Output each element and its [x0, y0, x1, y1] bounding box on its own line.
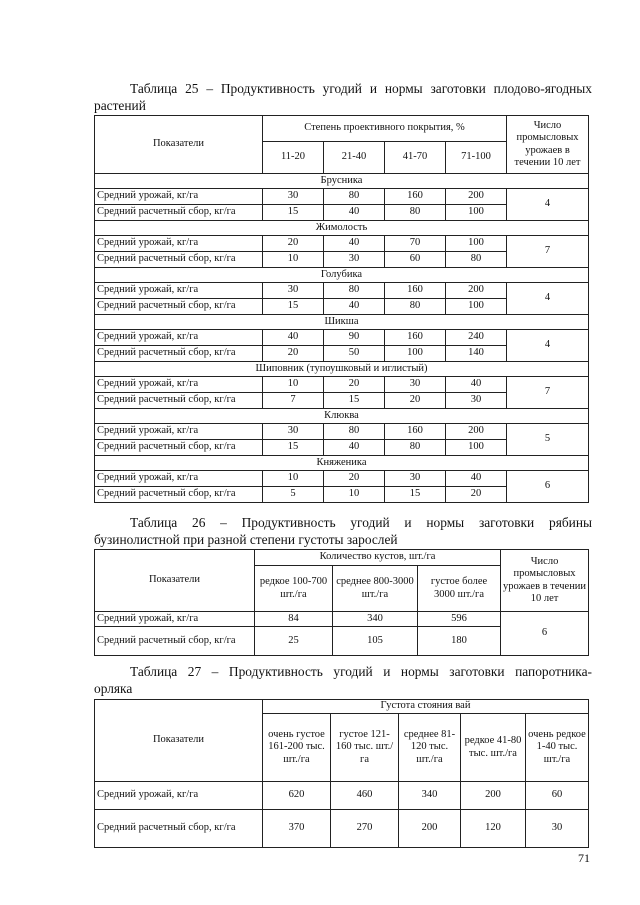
t25-row-label: Средний урожай, кг/га	[95, 471, 263, 487]
table-row	[95, 236, 589, 252]
t25-coverage-2: 21-40	[324, 142, 385, 174]
t25-row-label: Средний урожай, кг/га	[95, 283, 263, 299]
t25-harvests: 5	[507, 424, 589, 456]
t25-cell: 50	[324, 346, 385, 362]
t25-row-label: Средний урожай, кг/га	[95, 189, 263, 205]
t25-cell: 240	[446, 330, 507, 346]
t25-cell: 40	[324, 236, 385, 252]
page-number: 71	[578, 851, 590, 865]
t25-section-title: Княженика	[95, 456, 589, 471]
t25-cell: 40	[324, 299, 385, 315]
t25-cell: 30	[263, 283, 324, 299]
t25-cell: 100	[385, 346, 446, 362]
t25-row-label: Средний расчетный сбор, кг/га	[95, 299, 263, 315]
t25-cell: 160	[385, 283, 446, 299]
t26-cell: 340	[333, 612, 418, 627]
table26-caption	[94, 514, 592, 548]
t25-cell: 30	[385, 471, 446, 487]
t25-section-title: Клюква	[95, 409, 589, 424]
t25-row-label: Средний расчетный сбор, кг/га	[95, 393, 263, 409]
t25-cell: 90	[324, 330, 385, 346]
t25-section-title: Шиповник (тупоушковый и иглистый)	[95, 362, 589, 377]
t26-cell: 180	[418, 627, 501, 656]
t25-cell: 20	[324, 377, 385, 393]
t25-cell: 40	[446, 377, 507, 393]
table27-caption-line1: Таблица 27 – Продуктивность угодий и нормы заготовки папоротника-	[130, 664, 592, 679]
t27-density-very-sparse: очень редкое 1-40 тыс. шт./га	[526, 714, 589, 782]
t25-cell: 20	[324, 471, 385, 487]
t25-row-label: Средний урожай, кг/га	[95, 330, 263, 346]
t25-header-coverage: Степень проективного покрытия, %	[263, 116, 507, 142]
t25-coverage-4: 71-100	[446, 142, 507, 174]
t25-cell: 20	[263, 346, 324, 362]
t25-row-label: Средний расчетный сбор, кг/га	[95, 205, 263, 221]
t25-cell: 10	[263, 252, 324, 268]
t25-coverage-3: 41-70	[385, 142, 446, 174]
t25-section-title: Голубика	[95, 268, 589, 283]
t26-cell: 25	[255, 627, 333, 656]
t25-cell: 20	[385, 393, 446, 409]
t25-header-harvests: Число промысловых урожаев в течении 10 лет	[507, 116, 589, 174]
t25-cell: 30	[263, 189, 324, 205]
table26-caption-line1: Таблица 26 – Продуктивность угодий и нормы заготовки рябины	[130, 515, 592, 530]
table26	[94, 549, 589, 656]
t25-cell: 80	[324, 424, 385, 440]
t25-row-label: Средний урожай, кг/га	[95, 424, 263, 440]
t25-coverage-1: 11-20	[263, 142, 324, 174]
t25-harvests: 4	[507, 330, 589, 362]
t25-cell: 100	[446, 205, 507, 221]
t25-cell: 15	[385, 487, 446, 503]
t27-cell: 620	[263, 782, 331, 810]
table-row	[95, 424, 589, 440]
t27-density-very-dense: очень густое 161-200 тыс. шт./га	[263, 714, 331, 782]
t25-section-title: Шикша	[95, 315, 589, 330]
t25-row-label: Средний расчетный сбор, кг/га	[95, 346, 263, 362]
table25	[94, 115, 589, 503]
t25-row-label: Средний расчетный сбор, кг/га	[95, 440, 263, 456]
t25-cell: 100	[446, 299, 507, 315]
t27-cell: 60	[526, 782, 589, 810]
t27-header-indicator: Показатели	[95, 700, 263, 782]
t27-density-medium: среднее 81-120 тыс. шт./га	[399, 714, 461, 782]
t25-cell: 60	[385, 252, 446, 268]
t25-row-label: Средний расчетный сбор, кг/га	[95, 252, 263, 268]
t27-cell: 200	[461, 782, 526, 810]
t25-cell: 10	[263, 471, 324, 487]
t25-row-label: Средний урожай, кг/га	[95, 236, 263, 252]
t27-density-dense: густое 121-160 тыс. шт./га	[331, 714, 399, 782]
table-row	[95, 330, 589, 346]
table-row	[95, 377, 589, 393]
t27-cell: 460	[331, 782, 399, 810]
t26-cell: 596	[418, 612, 501, 627]
table27	[94, 699, 589, 848]
table-row	[95, 189, 589, 205]
t25-cell: 40	[446, 471, 507, 487]
t26-cell: 84	[255, 612, 333, 627]
t25-cell: 40	[324, 205, 385, 221]
t27-cell: 200	[399, 810, 461, 848]
t25-cell: 80	[385, 440, 446, 456]
t25-cell: 160	[385, 330, 446, 346]
t26-header-harvests: Число промысловых урожаев в течении 10 лет	[501, 550, 589, 612]
t25-harvests: 7	[507, 377, 589, 409]
t26-density-sparse: редкое 100-700 шт./га	[255, 566, 333, 612]
t25-harvests: 4	[507, 189, 589, 221]
t25-cell: 100	[446, 236, 507, 252]
t26-header-indicator: Показатели	[95, 550, 255, 612]
t25-cell: 30	[385, 377, 446, 393]
t25-cell: 15	[263, 299, 324, 315]
t25-cell: 10	[263, 377, 324, 393]
table27-caption	[94, 663, 592, 697]
t25-cell: 40	[324, 440, 385, 456]
t25-cell: 7	[263, 393, 324, 409]
t25-section-title: Жимолость	[95, 221, 589, 236]
t25-cell: 30	[263, 424, 324, 440]
table27-caption-line2: орляка	[94, 681, 133, 696]
t25-cell: 200	[446, 424, 507, 440]
t25-cell: 15	[263, 205, 324, 221]
t25-cell: 15	[324, 393, 385, 409]
t25-cell: 70	[385, 236, 446, 252]
t25-cell: 160	[385, 424, 446, 440]
t25-cell: 200	[446, 189, 507, 205]
t25-harvests: 4	[507, 283, 589, 315]
t27-header-density: Густота стояния вай	[263, 700, 589, 714]
t25-cell: 80	[385, 299, 446, 315]
t25-harvests: 6	[507, 471, 589, 503]
t25-cell: 160	[385, 189, 446, 205]
t25-cell: 200	[446, 283, 507, 299]
t26-harvests: 6	[501, 612, 589, 656]
t25-cell: 15	[263, 440, 324, 456]
t26-header-bushes: Количество кустов, шт./га	[255, 550, 501, 566]
t26-row-label: Средний урожай, кг/га	[95, 612, 255, 627]
t25-cell: 80	[324, 283, 385, 299]
table25-caption	[94, 80, 592, 114]
t27-cell: 30	[526, 810, 589, 848]
table25-caption-line1: Таблица 25 – Продуктивность угодий и нормы заготовки плодово-ягодных	[130, 81, 592, 96]
t27-cell: 120	[461, 810, 526, 848]
t25-cell: 140	[446, 346, 507, 362]
t25-cell: 20	[446, 487, 507, 503]
table-row	[95, 283, 589, 299]
t26-cell: 105	[333, 627, 418, 656]
t25-cell: 80	[324, 189, 385, 205]
t25-cell: 10	[324, 487, 385, 503]
t25-cell: 20	[263, 236, 324, 252]
t26-density-dense: густое более 3000 шт./га	[418, 566, 501, 612]
t27-row-label: Средний урожай, кг/га	[95, 782, 263, 810]
t27-cell: 370	[263, 810, 331, 848]
table-row	[95, 471, 589, 487]
t25-header-indicator: Показатели	[95, 116, 263, 174]
t27-density-sparse: редкое 41-80 тыс. шт./га	[461, 714, 526, 782]
t27-cell: 270	[331, 810, 399, 848]
t25-row-label: Средний расчетный сбор, кг/га	[95, 487, 263, 503]
t25-row-label: Средний урожай, кг/га	[95, 377, 263, 393]
t25-cell: 30	[446, 393, 507, 409]
t25-cell: 5	[263, 487, 324, 503]
table25-caption-line2: растений	[94, 98, 146, 113]
t25-cell: 80	[446, 252, 507, 268]
t26-density-medium: среднее 800-3000 шт./га	[333, 566, 418, 612]
t25-cell: 80	[385, 205, 446, 221]
t25-cell: 100	[446, 440, 507, 456]
table26-caption-line2: бузинолистной при разной степени густоты зарослей	[94, 532, 398, 547]
t25-harvests: 7	[507, 236, 589, 268]
t25-cell: 40	[263, 330, 324, 346]
t26-row-label: Средний расчетный сбор, кг/га	[95, 627, 255, 656]
t27-row-label: Средний расчетный сбор, кг/га	[95, 810, 263, 848]
t27-cell: 340	[399, 782, 461, 810]
t25-cell: 30	[324, 252, 385, 268]
t25-section-title: Брусника	[95, 174, 589, 189]
